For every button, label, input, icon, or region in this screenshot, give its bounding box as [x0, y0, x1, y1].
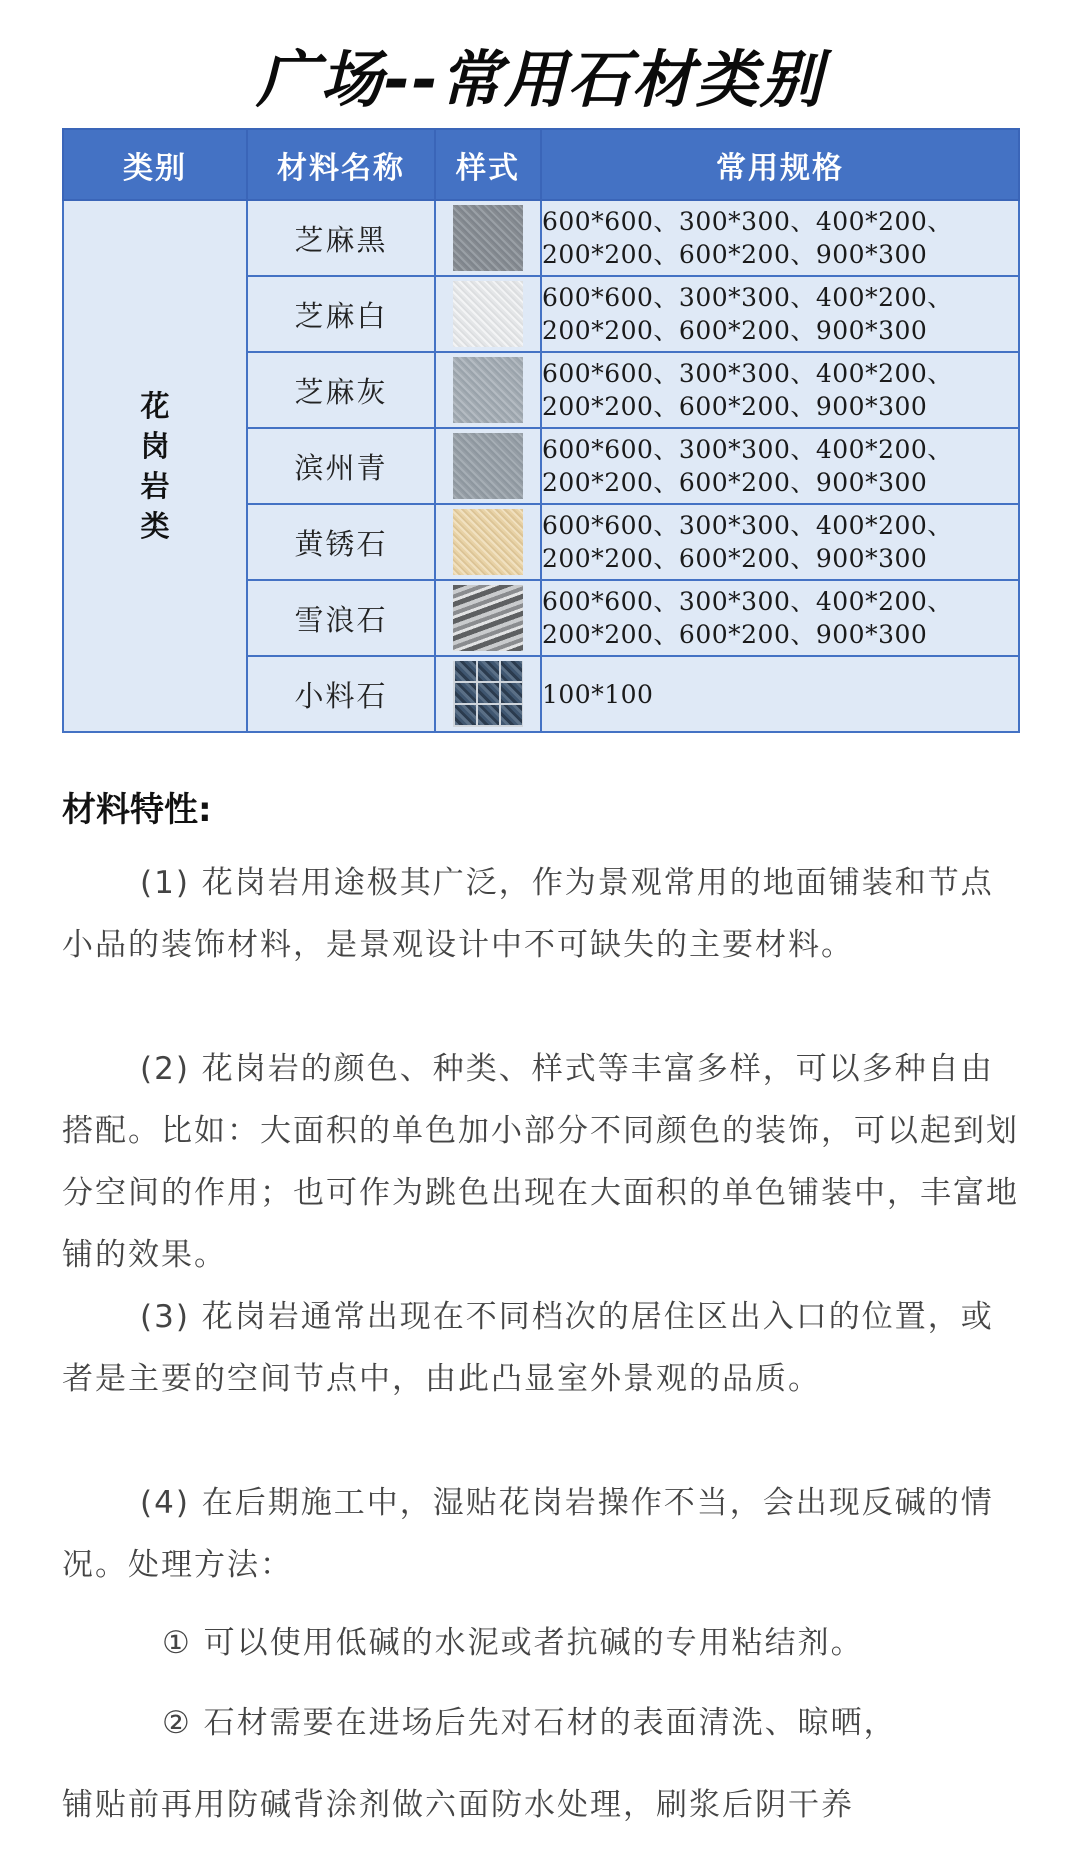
header-style: 样式	[435, 129, 541, 200]
style-cell	[435, 656, 541, 732]
style-cell	[435, 276, 541, 352]
stone-swatch-image	[453, 585, 523, 651]
spec-line: 600*600、300*300、400*200、	[542, 511, 953, 540]
category-char: 岩	[140, 469, 170, 503]
style-cell	[435, 428, 541, 504]
stone-swatch-image	[453, 281, 523, 347]
stone-category-table	[62, 128, 1020, 733]
method-2-continued: 铺贴前再用防碱背涂剂做六面防水处理，刷浆后阴干养	[62, 1787, 854, 1823]
table-row	[63, 200, 1019, 276]
spec-line: 600*600、300*300、400*200、	[542, 435, 953, 464]
style-cell	[435, 504, 541, 580]
method-2: ② 石材需要在进场后先对石材的表面清洗、晾晒，	[162, 1705, 897, 1741]
stone-swatch-image	[453, 357, 523, 423]
material-name: 黄锈石	[247, 504, 435, 580]
spec-cell	[541, 656, 1019, 732]
method-1: ① 可以使用低碱的水泥或者抗碱的专用粘结剂。	[162, 1625, 864, 1661]
spec-line: 200*200、600*200、900*300	[542, 240, 928, 269]
spec-line: 200*200、600*200、900*300	[542, 392, 928, 421]
table-header-row	[63, 129, 1019, 200]
section-heading: 材料特性:	[62, 790, 212, 830]
material-name: 滨州青	[247, 428, 435, 504]
style-cell	[435, 580, 541, 656]
paragraph-1: (1) 花岗岩用途极其广泛，作为景观常用的地面铺装和节点小品的装饰材料，是景观设计中不可缺失的主要材料。	[62, 865, 994, 963]
spec-cell	[541, 428, 1019, 504]
category-char: 类	[140, 509, 170, 543]
category-cell	[63, 200, 247, 732]
category-char: 岗	[140, 429, 170, 463]
material-name: 芝麻黑	[247, 200, 435, 276]
spec-line: 200*200、600*200、900*300	[542, 544, 928, 573]
material-name: 雪浪石	[247, 580, 435, 656]
spec-line: 600*600、300*300、400*200、	[542, 359, 953, 388]
spec-line: 600*600、300*300、400*200、	[542, 207, 953, 236]
paragraph-3: (3) 花岗岩通常出现在不同档次的居住区出入口的位置，或者是主要的空间节点中，由此凸显室外景观的品质。	[62, 1299, 994, 1397]
paragraph-4: (4) 在后期施工中，湿贴花岗岩操作不当，会出现反碱的情况。处理方法：	[62, 1485, 994, 1583]
material-name: 小料石	[247, 656, 435, 732]
header-material-name: 材料名称	[247, 129, 435, 200]
spec-cell	[541, 580, 1019, 656]
style-cell	[435, 352, 541, 428]
stone-swatch-image	[453, 509, 523, 575]
spec-line: 100*100	[542, 679, 654, 709]
spec-line: 200*200、600*200、900*300	[542, 316, 928, 345]
material-name: 芝麻白	[247, 276, 435, 352]
header-category: 类别	[63, 129, 247, 200]
stone-swatch-image	[453, 433, 523, 499]
material-name: 芝麻灰	[247, 352, 435, 428]
header-spec: 常用规格	[541, 129, 1019, 200]
spec-cell	[541, 352, 1019, 428]
spec-cell	[541, 504, 1019, 580]
spec-cell	[541, 200, 1019, 276]
spec-line: 200*200、600*200、900*300	[542, 620, 928, 649]
spec-line: 600*600、300*300、400*200、	[542, 283, 953, 312]
paragraph-2: (2) 花岗岩的颜色、种类、样式等丰富多样，可以多种自由搭配。比如：大面积的单色加小部分不同颜色的装饰，可以起到划分空间的作用；也可作为跳色出现在大面积的单色铺装中，丰富地铺的效果。	[62, 1051, 1019, 1273]
stone-swatch-image	[453, 661, 523, 727]
spec-line: 600*600、300*300、400*200、	[542, 587, 953, 616]
stone-swatch-image	[453, 205, 523, 271]
spec-line: 200*200、600*200、900*300	[542, 468, 928, 497]
category-char: 花	[140, 389, 170, 423]
spec-cell	[541, 276, 1019, 352]
page-title: 广场--常用石材类别	[256, 43, 824, 116]
style-cell	[435, 200, 541, 276]
